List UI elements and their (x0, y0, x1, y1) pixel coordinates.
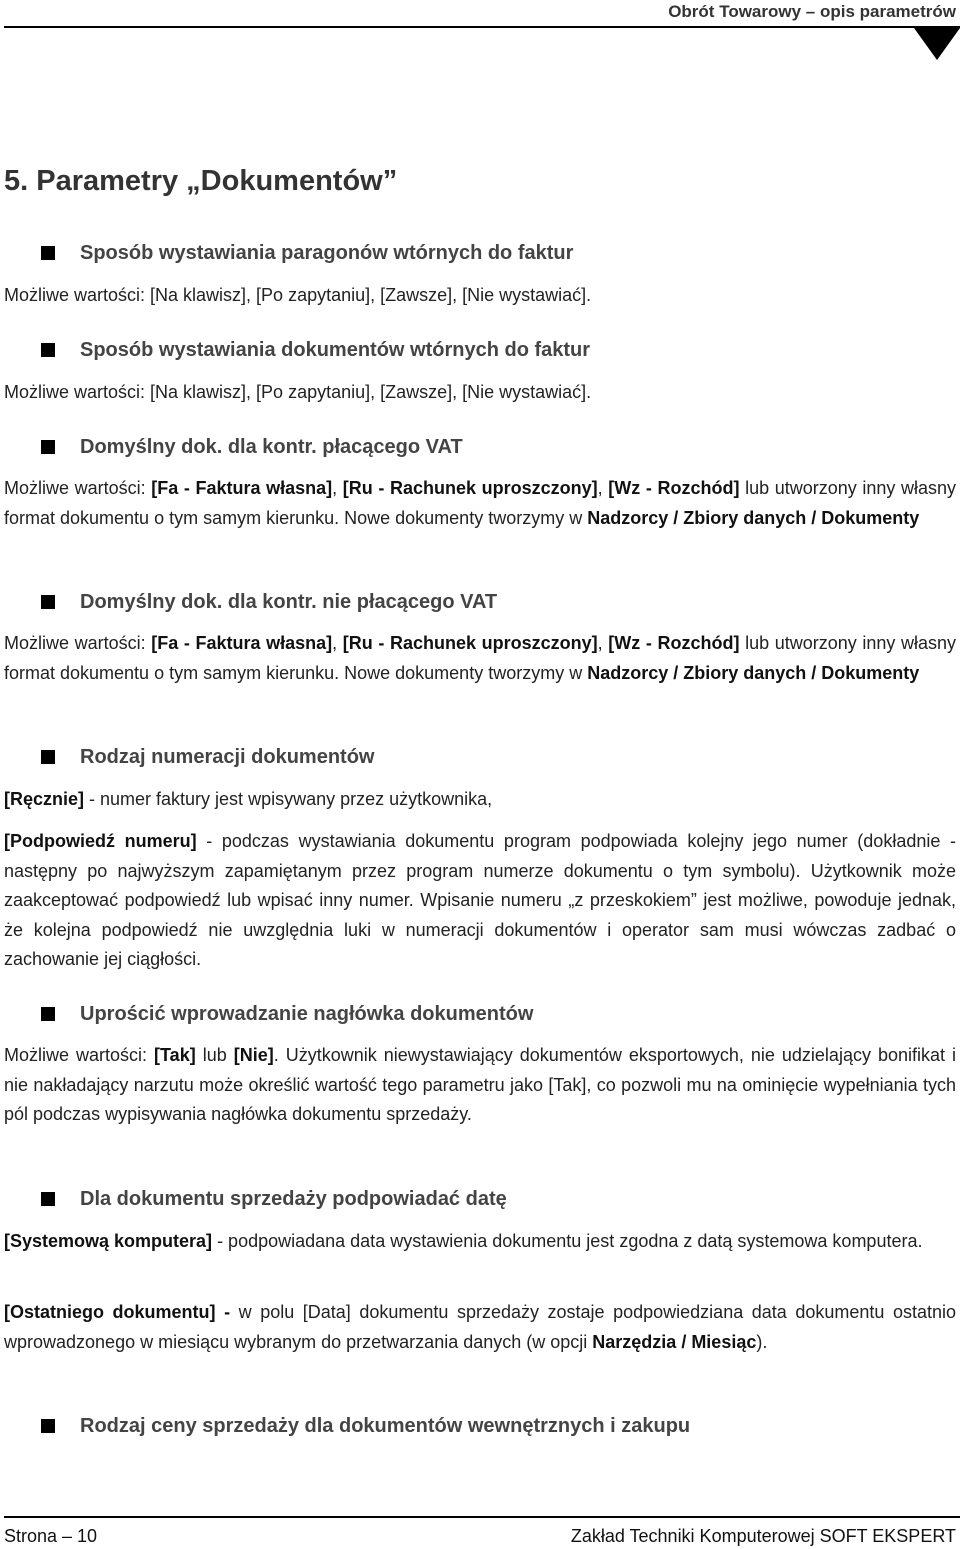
header-rule (4, 26, 960, 28)
menu-path: Narzędzia / Miesiąc (592, 1331, 757, 1352)
param-option-podpowiedz (4, 827, 956, 975)
option-label: [Podpowiedź numeru] (4, 831, 197, 851)
option-value: [Wz - Rozchód] (608, 633, 740, 653)
option-value: [Nie] (233, 1045, 274, 1065)
square-bullet-icon (41, 343, 55, 357)
page-number: Strona – 10 (4, 1526, 98, 1546)
param-values: Możliwe wartości: [Na klawisz], [Po zapytaniu], [Zawsze], [Nie wystawiać]. (4, 285, 592, 305)
param-heading-text: Rodzaj ceny sprzedaży dla dokumentów wewnętrznych i zakupu (80, 1415, 691, 1437)
menu-path: Nadzorcy / Zbiory danych / Dokumenty (587, 662, 920, 683)
company-name: Zakład Techniki Komputerowej SOFT EKSPERT (570, 1526, 956, 1546)
param-heading-text: Sposób wystawiania paragonów wtórnych do faktur (80, 242, 574, 264)
square-bullet-icon (41, 1419, 55, 1433)
option-text: - podczas wystawiania dokumentu program podpowiada kolejny jego numer (dokładnie - następny po najwyższym zapamiętanym przez program numerze dokumentu o tym symbolu). Użytkownik może zaakceptować podpowiedź lub wpisać inny numer. Wpisanie numeru „z przeskokiem” jest możliwe, powoduje jednak, że kolejna podpowiedź nie uwzględnia luki w numeracji dokumentów i operator sam musi wówczas zadbać o zachowanie jej ciągłości. (4, 831, 956, 969)
triangle-down-icon (914, 28, 960, 60)
option-label: [Systemową komputera] (4, 1231, 213, 1251)
description-text: . Użytkownik niewystawiający dokumentów eksportowych, nie udzielający bonifikat i nie nakładający narzutu może określić wartość tego parametru jako [Tak], co pozwoli mu na ominięcie wypełniania tych pól podczas wypisywania nagłówka dokumentu sprzedaży. (4, 1045, 956, 1124)
option-text-end: ). (756, 1331, 768, 1352)
square-bullet-icon (41, 1192, 55, 1206)
description-lead: Możliwe wartości: (4, 1045, 155, 1065)
param-option-reczne (4, 785, 956, 815)
option-label: [Ręcznie] (4, 789, 85, 809)
option-text: w polu [Data] dokumentu sprzedaży zostaje podpowiedziana data dokumentu ostatnio wprowadzonego w miesiącu wybranym do przetwarzania danych (w opcji (4, 1302, 956, 1352)
separator: , (332, 478, 343, 498)
running-header-title: Obrót Towarowy – opis parametrów (668, 2, 956, 21)
param-heading-text: Domyślny dok. dla kontr. nie płacącego VAT (80, 591, 498, 613)
description-text: lub utworzony inny własny format dokumentu o tym samym kierunku. Nowe dokumenty tworzymy w (4, 478, 956, 528)
param-values: Możliwe wartości: [Na klawisz], [Po zapytaniu], [Zawsze], [Nie wystawiać]. (4, 382, 592, 402)
param-option-ostatniego (4, 1298, 956, 1357)
option-value: [Fa - Faktura własna] (151, 633, 333, 653)
square-bullet-icon (41, 246, 55, 260)
param-heading-text: Rodzaj numeracji dokumentów (80, 746, 375, 768)
param-description (4, 1041, 956, 1130)
description-lead: Możliwe wartości: (4, 633, 152, 653)
separator: , (597, 633, 609, 653)
separator: , (332, 633, 343, 653)
param-heading-text: Dla dokumentu sprzedaży podpowiadać datę (80, 1188, 507, 1210)
square-bullet-icon (41, 750, 55, 764)
param-option-systemowa (4, 1227, 956, 1257)
square-bullet-icon (41, 440, 55, 454)
chapter-title: 5. Parametry „Dokumentów” (4, 165, 398, 197)
description-text: lub utworzony inny własny format dokumentu o tym samym kierunku. Nowe dokumenty tworzymy w (4, 633, 956, 683)
option-text: - podpowiadana data wystawienia dokumentu jest zgodna z datą systemowa komputera. (212, 1231, 923, 1251)
option-value: [Ru - Rachunek uproszczony] (342, 478, 598, 498)
square-bullet-icon (41, 1007, 55, 1021)
description-lead: Możliwe wartości: (4, 478, 152, 498)
param-heading-text: Domyślny dok. dla kontr. płacącego VAT (80, 436, 463, 458)
option-value: [Wz - Rozchód] (608, 478, 740, 498)
square-bullet-icon (41, 595, 55, 609)
separator: , (597, 478, 609, 498)
separator: lub (195, 1045, 234, 1065)
param-description (4, 629, 956, 688)
option-value: [Fa - Faktura własna] (151, 478, 333, 498)
menu-path: Nadzorcy / Zbiory danych / Dokumenty (587, 507, 920, 528)
param-heading-text: Sposób wystawiania dokumentów wtórnych do faktur (80, 339, 591, 361)
param-heading-text: Uprościć wprowadzanie nagłówka dokumentów (80, 1003, 534, 1025)
option-text: - numer faktury jest wpisywany przez użytkownika, (84, 789, 493, 809)
option-value: [Tak] (154, 1045, 196, 1065)
footer-rule (4, 1516, 960, 1518)
option-label: [Ostatniego dokumentu] - (4, 1302, 231, 1322)
option-value: [Ru - Rachunek uproszczony] (342, 633, 598, 653)
param-description (4, 474, 956, 533)
